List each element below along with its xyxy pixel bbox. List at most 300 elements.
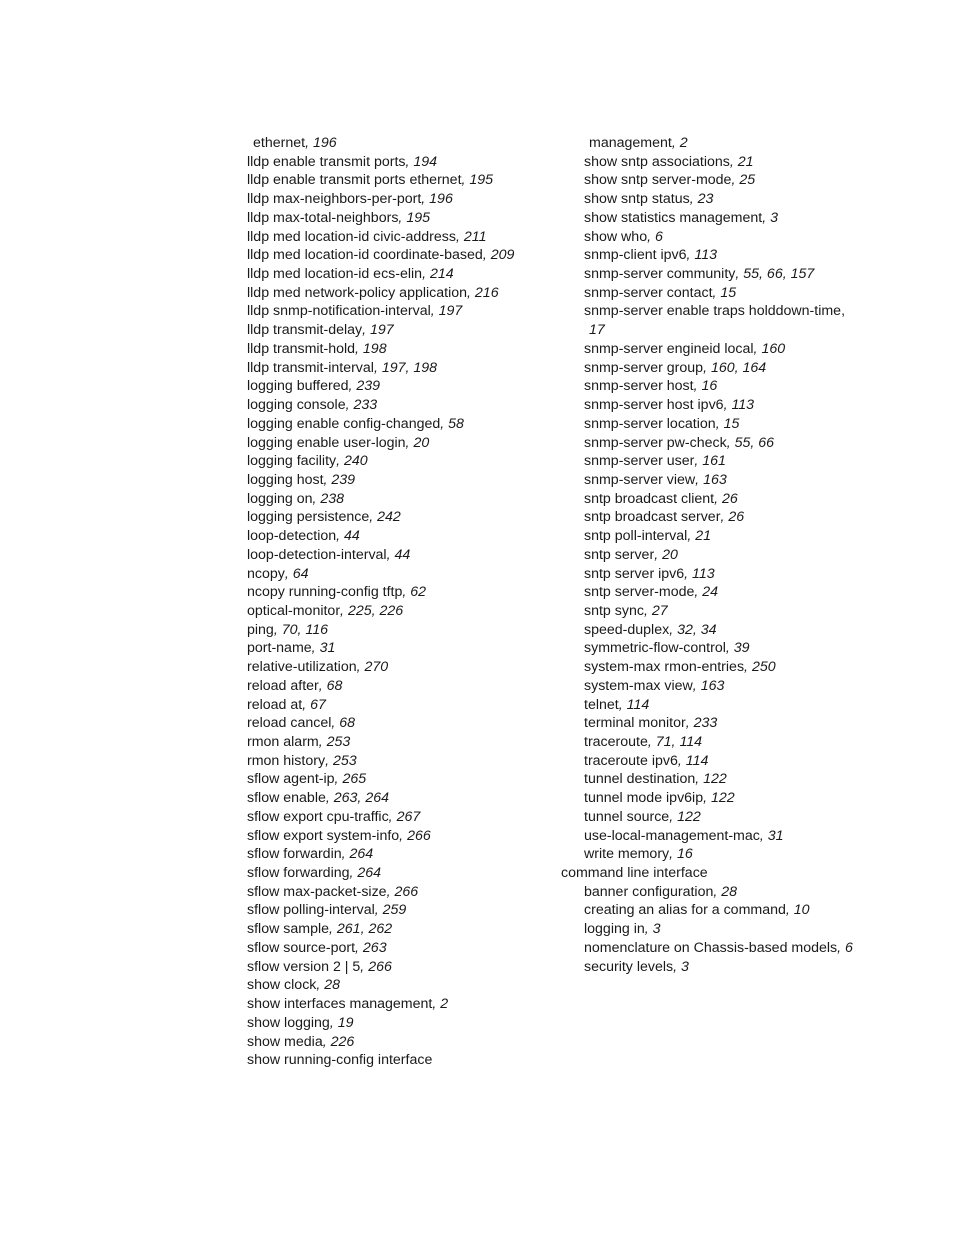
- page-reference[interactable]: 225, 226: [347, 602, 404, 619]
- index-entry: [247, 920, 514, 939]
- page-reference[interactable]: 70, 116: [281, 621, 329, 638]
- index-subentry: [561, 714, 853, 733]
- page-separator: ,: [386, 883, 395, 900]
- index-entry: [247, 1051, 514, 1070]
- page-reference[interactable]: 265: [342, 771, 367, 788]
- page-reference[interactable]: 267: [396, 808, 421, 825]
- page-reference[interactable]: 160, 164: [710, 359, 767, 376]
- page-reference[interactable]: 62: [410, 584, 427, 601]
- page-reference[interactable]: 198: [362, 340, 387, 357]
- page-separator: ,: [284, 565, 293, 582]
- index-entry: [247, 302, 514, 321]
- page-separator: ,: [725, 640, 734, 657]
- index-term: lldp med network-policy application: [247, 284, 468, 301]
- page-separator: ,: [432, 996, 441, 1013]
- page-reference[interactable]: 250: [751, 659, 776, 676]
- index-term: snmp-client ipv6: [584, 247, 687, 264]
- index-subentry: [561, 396, 853, 415]
- page-separator: ,: [331, 715, 340, 732]
- page-reference[interactable]: 71, 114: [655, 734, 703, 750]
- index-term: sflow max-packet-size: [247, 883, 387, 900]
- page-separator: ,: [647, 228, 655, 245]
- index-term: telnet: [584, 696, 619, 713]
- index-term: banner configuration: [584, 883, 714, 900]
- page-reference[interactable]: 216: [474, 284, 499, 301]
- page-separator: ,: [349, 865, 358, 882]
- index-term: logging enable config-changed: [247, 415, 441, 432]
- page-reference[interactable]: 242: [377, 509, 401, 526]
- index-term: security levels: [584, 958, 674, 975]
- index-term: sflow enable: [247, 790, 326, 807]
- index-term: show interfaces management: [247, 996, 433, 1013]
- page-reference[interactable]: 58: [448, 415, 464, 432]
- index-term: snmp-server host: [584, 378, 694, 395]
- page-reference[interactable]: 68: [339, 715, 356, 732]
- page-reference[interactable]: 64: [292, 565, 309, 582]
- page-reference[interactable]: 26: [728, 509, 745, 526]
- index-subentry: [561, 377, 853, 396]
- index-subentry: [561, 321, 853, 340]
- index-entry: [247, 1033, 514, 1052]
- page-separator: ,: [305, 135, 313, 151]
- page-separator: ,: [703, 359, 711, 376]
- index-term: traceroute ipv6: [584, 752, 678, 769]
- page-separator: ,: [669, 621, 678, 638]
- page-reference[interactable]: 253: [332, 752, 357, 769]
- page-reference[interactable]: 17: [589, 322, 605, 339]
- index-term: show sntp status: [584, 191, 690, 208]
- page-reference[interactable]: 26: [722, 490, 738, 507]
- index-term: show clock: [247, 977, 317, 994]
- page-separator: ,: [762, 209, 771, 226]
- index-term: logging console: [247, 397, 346, 414]
- page-separator: ,: [744, 659, 752, 676]
- page-reference[interactable]: 113: [694, 247, 718, 264]
- index-term: sntp broadcast server: [584, 509, 721, 526]
- index-subentry: [561, 752, 853, 771]
- page-reference[interactable]: 195: [406, 209, 430, 226]
- index-subentry: [561, 434, 853, 453]
- page-reference[interactable]: 15: [720, 284, 737, 301]
- page-separator: ,: [455, 228, 464, 245]
- index-term: show who: [584, 228, 648, 245]
- page-separator: ,: [720, 509, 729, 526]
- index-term: ethernet: [253, 135, 306, 151]
- page-reference[interactable]: 114: [685, 752, 709, 769]
- index-entry: [247, 621, 514, 640]
- page-reference[interactable]: 253: [326, 734, 351, 750]
- page-reference[interactable]: 44: [344, 528, 360, 545]
- page-reference[interactable]: 3: [652, 921, 661, 938]
- index-entry: [247, 246, 514, 265]
- page-separator: ,: [345, 397, 354, 414]
- page-separator: ,: [673, 958, 681, 975]
- index-term: logging buffered: [247, 378, 349, 395]
- index-subentry: [561, 621, 853, 640]
- index-subentry: [561, 209, 853, 228]
- index-entry: [247, 639, 514, 658]
- page-reference[interactable]: 114: [626, 696, 650, 713]
- index-term: logging persistence: [247, 509, 370, 526]
- index-term: sntp broadcast client: [584, 490, 715, 507]
- page-separator: ,: [677, 752, 686, 769]
- page-separator: ,: [386, 546, 395, 563]
- index-subentry: [561, 658, 853, 677]
- index-term: lldp transmit-hold: [247, 340, 356, 357]
- page-reference[interactable]: 239: [331, 471, 356, 488]
- page-reference[interactable]: 16: [701, 378, 718, 395]
- index-term: snmp-server location: [584, 415, 716, 432]
- page-separator: ,: [735, 266, 744, 283]
- page-separator: ,: [686, 247, 695, 264]
- page-reference[interactable]: 28: [721, 883, 738, 900]
- page-separator: ,: [669, 808, 678, 825]
- page-reference[interactable]: 39: [733, 640, 750, 657]
- index-entry: [247, 696, 514, 715]
- page-reference[interactable]: 266: [368, 958, 392, 975]
- page-separator: ,: [322, 1033, 331, 1050]
- index-term: sflow forwardin: [247, 846, 342, 863]
- page-separator: ,: [837, 939, 846, 956]
- page-reference[interactable]: 161: [702, 453, 726, 470]
- page-separator: ,: [329, 1014, 338, 1031]
- page-separator: ,: [405, 434, 414, 451]
- index-entry: [247, 677, 514, 696]
- page-separator: ,: [643, 602, 652, 619]
- page-reference[interactable]: 233: [693, 715, 718, 732]
- page-reference[interactable]: 55, 66: [734, 434, 775, 451]
- index-term: sflow export system-info: [247, 827, 400, 844]
- index-subentry: [561, 284, 853, 303]
- page-separator: ,: [355, 939, 363, 956]
- page-reference[interactable]: 196: [429, 191, 453, 208]
- page-reference[interactable]: 263: [362, 939, 387, 956]
- index-term: sntp server: [584, 546, 655, 563]
- index-term: lldp med location-id ecs-elin: [247, 266, 423, 283]
- page-separator: ,: [692, 677, 701, 694]
- page-separator: ,: [694, 584, 703, 601]
- page-reference[interactable]: 233: [353, 397, 378, 414]
- index-subentry: [561, 770, 853, 789]
- page-reference[interactable]: 20: [413, 434, 430, 451]
- page-separator: ,: [685, 715, 694, 732]
- index-term: show logging: [247, 1014, 330, 1031]
- index-term: optical-monitor: [247, 602, 341, 619]
- index-term: lldp med location-id coordinate-based: [247, 247, 483, 264]
- page-reference[interactable]: 238: [320, 490, 345, 507]
- page-reference[interactable]: 122: [703, 771, 727, 788]
- page-reference[interactable]: 2: [679, 135, 688, 151]
- index-term: snmp-server pw-check: [584, 434, 727, 451]
- index-subentry: [561, 939, 853, 958]
- page-reference[interactable]: 2: [440, 996, 449, 1013]
- index-term: tunnel mode ipv6ip: [584, 790, 704, 807]
- index-entry: [247, 939, 514, 958]
- index-entry: [247, 808, 514, 827]
- index-entry: [247, 396, 514, 415]
- page-separator: ,: [402, 584, 411, 601]
- page-reference[interactable]: 266: [394, 883, 419, 900]
- index-term: reload at: [247, 696, 303, 713]
- page-reference[interactable]: 226: [330, 1033, 355, 1050]
- index-subentry: [561, 171, 853, 190]
- index-subentry: [561, 901, 853, 920]
- page-reference[interactable]: 113: [731, 397, 755, 414]
- page-reference[interactable]: 214: [429, 266, 454, 283]
- index-term: loop-detection-interval: [247, 546, 387, 563]
- index-subentry: [561, 134, 853, 153]
- page-separator: ,: [695, 471, 704, 488]
- page-reference[interactable]: 31: [319, 640, 336, 657]
- page-separator: ,: [712, 284, 721, 301]
- index-entry: [247, 845, 514, 864]
- page-separator: ,: [461, 172, 470, 189]
- index-term: system-max rmon-entries: [584, 659, 745, 676]
- page-separator: ,: [388, 808, 397, 825]
- index-term: sntp server ipv6: [584, 565, 685, 582]
- page-reference[interactable]: 263, 264: [333, 790, 389, 807]
- page-reference[interactable]: 31: [767, 827, 784, 844]
- page-separator: ,: [693, 378, 702, 395]
- index-term: logging host: [247, 471, 324, 488]
- index-subentry: [561, 920, 853, 939]
- page-reference[interactable]: 10: [793, 902, 810, 919]
- index-entry: [247, 565, 514, 584]
- index-term: tunnel source: [584, 808, 670, 825]
- page-reference[interactable]: 194: [413, 153, 438, 170]
- page-reference[interactable]: 23: [697, 191, 714, 208]
- page-reference[interactable]: 240: [344, 453, 368, 470]
- page-separator: ,: [373, 359, 382, 376]
- index-entry: [247, 527, 514, 546]
- index-subentry: [561, 265, 853, 284]
- page-reference[interactable]: 3: [681, 958, 689, 975]
- index-entry: [247, 789, 514, 808]
- page-separator: ,: [311, 640, 320, 657]
- page-reference[interactable]: 270: [364, 659, 389, 676]
- page-reference[interactable]: 21: [737, 153, 754, 170]
- index-subentry: [561, 602, 853, 621]
- index-term: sntp server-mode: [584, 584, 695, 601]
- index-entry: [247, 265, 514, 284]
- page-separator: ,: [356, 659, 365, 676]
- index-entry: [247, 733, 514, 752]
- page-separator: ,: [329, 921, 337, 938]
- page-separator: ,: [618, 696, 627, 713]
- index-term: tunnel destination: [584, 771, 696, 788]
- page-separator: ,: [374, 902, 383, 919]
- index-subentry: [561, 490, 853, 509]
- index-entry: [247, 901, 514, 920]
- page-reference[interactable]: 55, 66, 157: [743, 266, 815, 283]
- page-reference[interactable]: 68: [326, 677, 343, 694]
- index-term: snmp-server contact: [584, 284, 713, 301]
- index-term: snmp-server host ipv6: [584, 397, 724, 414]
- page-reference[interactable]: 27: [651, 602, 668, 619]
- page-separator: ,: [398, 209, 407, 226]
- page-separator: ,: [694, 453, 703, 470]
- page-reference[interactable]: 209: [490, 247, 515, 264]
- index-entry: [247, 1014, 514, 1033]
- index-entry: [247, 883, 514, 902]
- index-subentry: [561, 527, 853, 546]
- page-reference[interactable]: 195: [469, 172, 494, 189]
- index-entry: [247, 508, 514, 527]
- index-entry: [247, 209, 514, 228]
- index-term: rmon history: [247, 752, 326, 769]
- page-reference[interactable]: 32, 34: [677, 621, 717, 638]
- page-separator: ,: [644, 921, 653, 938]
- page-reference[interactable]: 197: [370, 322, 394, 339]
- index-term: ping: [247, 621, 274, 638]
- index-subentry: [561, 340, 853, 359]
- page-reference[interactable]: 6: [845, 939, 853, 956]
- index-entry: [247, 190, 514, 209]
- index-term: sflow export cpu-traffic: [247, 808, 389, 825]
- page-reference[interactable]: 19: [337, 1014, 354, 1031]
- index-entry: [247, 583, 514, 602]
- page-reference[interactable]: 197: [438, 303, 463, 320]
- index-subentry: [561, 733, 853, 752]
- page-separator: ,: [726, 434, 735, 451]
- index-subentry: [561, 452, 853, 471]
- index-subentry: [561, 789, 853, 808]
- page-separator: ,: [421, 191, 430, 208]
- index-subentry: [561, 958, 853, 977]
- page-separator: ,: [715, 415, 724, 432]
- page-separator: ,: [723, 397, 732, 414]
- index-entry: [247, 827, 514, 846]
- page-reference[interactable]: 163: [703, 471, 727, 488]
- index-entry: [247, 958, 514, 977]
- page-separator: ,: [369, 509, 378, 526]
- index-term: system-max view: [584, 677, 693, 694]
- page-reference[interactable]: 211: [463, 228, 487, 245]
- index-subentry: [561, 415, 853, 434]
- index-subentry: [561, 565, 853, 584]
- page-separator: ,: [422, 266, 430, 283]
- page-separator: ,: [753, 340, 762, 357]
- index-term: nomenclature on Chassis-based models: [584, 939, 838, 956]
- index-entry: [247, 321, 514, 340]
- page-reference[interactable]: 264: [349, 846, 374, 863]
- index-term: sflow version 2 | 5: [247, 958, 361, 975]
- page-reference[interactable]: 163: [700, 677, 725, 694]
- page-separator: ,: [399, 827, 408, 844]
- index-term: sflow sample: [247, 921, 330, 938]
- page-separator: ,: [654, 546, 663, 563]
- page-reference[interactable]: 266: [407, 827, 431, 844]
- index-subentry: [561, 153, 853, 172]
- page-separator: ,: [731, 172, 740, 189]
- index-subentry: [561, 639, 853, 658]
- page-reference[interactable]: 28: [324, 977, 341, 994]
- index-entry: [247, 415, 514, 434]
- index-entry: [247, 864, 514, 883]
- page-reference[interactable]: 259: [382, 902, 407, 919]
- index-entry: [561, 864, 853, 883]
- index-term: command line interface: [561, 865, 708, 882]
- index-term: sntp poll-interval: [584, 528, 688, 545]
- page-separator: ,: [312, 490, 321, 507]
- page-reference[interactable]: 122: [711, 790, 735, 807]
- index-subentry: [561, 808, 853, 827]
- page-reference[interactable]: 122: [677, 808, 701, 825]
- index-term: lldp med location-id civic-address: [247, 228, 456, 245]
- index-entry: [247, 770, 514, 789]
- page-reference[interactable]: 44: [394, 546, 411, 563]
- page-separator: ,: [405, 153, 414, 170]
- page-reference[interactable]: 261, 262: [336, 921, 393, 938]
- page-reference[interactable]: 24: [702, 584, 719, 601]
- page-reference[interactable]: 21: [695, 528, 711, 545]
- index-subentry: [561, 246, 853, 265]
- page-reference[interactable]: 239: [356, 378, 381, 395]
- page-separator: ,: [647, 734, 656, 750]
- page-reference[interactable]: 67: [310, 696, 326, 713]
- page-reference[interactable]: 25: [739, 172, 756, 189]
- index-entry: [247, 714, 514, 733]
- index-term: port-name: [247, 640, 312, 657]
- page-reference[interactable]: 264: [357, 865, 382, 882]
- index-term: traceroute: [584, 734, 648, 750]
- index-entry: [247, 359, 514, 378]
- index-subentry: [561, 359, 853, 378]
- index-term: snmp-server group: [584, 359, 704, 376]
- page-reference[interactable]: 16: [677, 846, 693, 863]
- page-reference[interactable]: 3: [770, 209, 778, 226]
- index-subentry: [561, 302, 853, 321]
- page-separator: ,: [362, 322, 371, 339]
- page-reference[interactable]: 6: [654, 228, 663, 245]
- page-reference[interactable]: 113: [692, 565, 715, 582]
- index-term: show statistics management: [584, 209, 763, 226]
- index-term: terminal monitor: [584, 715, 686, 732]
- page-reference[interactable]: 160: [761, 340, 786, 357]
- index-entry: [247, 153, 514, 172]
- index-subentry: [561, 190, 853, 209]
- index-term: snmp-server engineid local: [584, 340, 754, 357]
- page-separator: ,: [340, 602, 348, 619]
- index-entry: [247, 471, 514, 490]
- page-reference[interactable]: 15: [723, 415, 740, 432]
- page-reference[interactable]: 197, 198: [381, 359, 438, 376]
- index-subentry: [561, 508, 853, 527]
- index-term: sflow source-port: [247, 939, 356, 956]
- index-entry: [247, 284, 514, 303]
- page-reference[interactable]: 196: [312, 135, 337, 151]
- index-term: lldp enable transmit ports ethernet: [247, 172, 462, 189]
- page-separator: ,: [323, 471, 332, 488]
- page-separator: ,: [355, 340, 363, 357]
- page-separator: ,: [684, 565, 693, 582]
- index-term: snmp-server user: [584, 453, 695, 470]
- index-term: logging enable user-login: [247, 434, 406, 451]
- index-entry: [247, 340, 514, 359]
- page-separator: ,: [671, 135, 680, 151]
- page-reference[interactable]: 20: [662, 546, 678, 563]
- index-subentry: [561, 471, 853, 490]
- index-term: show running-config interface: [247, 1052, 433, 1069]
- index-term: write memory: [584, 846, 670, 863]
- page-separator: ,: [325, 790, 334, 807]
- index-entry: [247, 995, 514, 1014]
- page-separator: ,: [703, 790, 711, 807]
- index-entry: [247, 602, 514, 621]
- index-term: logging on: [247, 490, 313, 507]
- page-separator: ,: [689, 191, 698, 208]
- index-term: show sntp associations: [584, 153, 730, 170]
